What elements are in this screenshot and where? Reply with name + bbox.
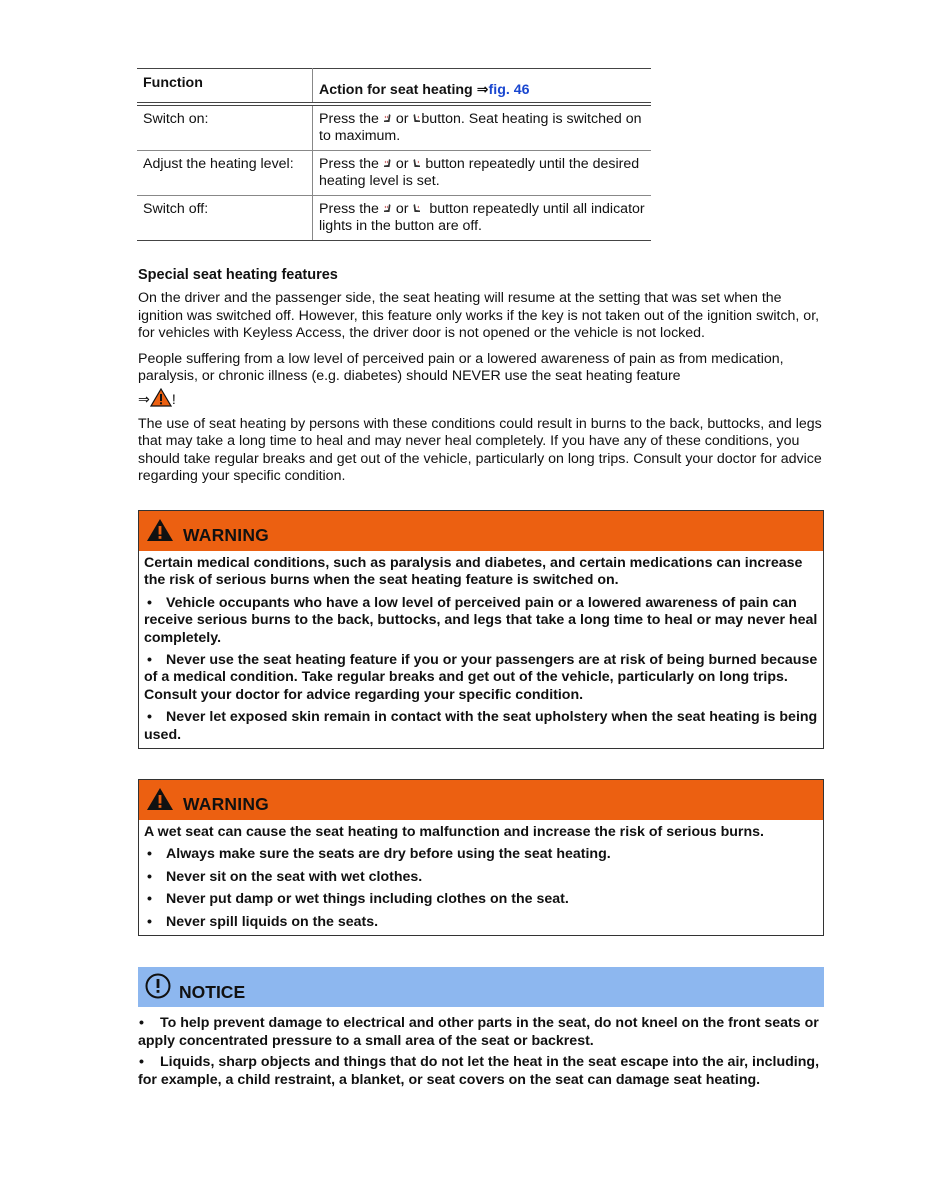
- table-row: [137, 196, 651, 241]
- list-item-text: Never sit on the seat with wet clothes.: [166, 868, 423, 885]
- bullet: •: [139, 1054, 144, 1071]
- warning-triangle-icon: [150, 388, 172, 407]
- bullet: •: [147, 913, 152, 930]
- list-item: [138, 1054, 824, 1089]
- bullet: •: [147, 651, 152, 668]
- warning-triangle-icon: [145, 517, 175, 543]
- bullet: •: [139, 1015, 144, 1032]
- passenger-seat-heating-icon: [412, 158, 421, 169]
- action-text: Press the: [319, 111, 379, 127]
- bullet: •: [147, 709, 152, 726]
- list-item-text: Never spill liquids on the seats.: [166, 913, 379, 930]
- bullet: •: [147, 846, 152, 863]
- action-text: Press the: [319, 201, 379, 217]
- action-cell: [313, 151, 652, 196]
- driver-seat-heating-icon: [383, 113, 392, 124]
- warning-triangle-icon: [145, 786, 175, 812]
- action-text: or: [395, 201, 409, 217]
- list-item-text: To help prevent damage to electrical and other parts in the seat, do not kneel on the front seats or apply concentrated pressure to a small area of the seat or backrest.: [138, 1015, 819, 1049]
- list-item: [144, 709, 818, 744]
- notice-header: [138, 967, 824, 1007]
- warning-box: [138, 779, 824, 936]
- list-item-text: Never use the seat heating feature if you or your passengers are at risk of being burned because of a medical condition. Take regular breaks and get out of the vehicle, particularly on long trips. Consult your doctor for advice regarding your specific condition.: [144, 651, 818, 703]
- passenger-seat-heating-icon: [412, 203, 421, 214]
- action-text: button repeatedly until all indicator lights in the button are off.: [319, 201, 645, 234]
- exclamation-text: !: [171, 391, 176, 408]
- table-row: [137, 104, 651, 151]
- header-function: Function: [137, 69, 313, 105]
- bullet: •: [147, 868, 152, 885]
- driver-seat-heating-icon: [383, 203, 392, 214]
- notice-body: [138, 1007, 824, 1089]
- action-text: or: [395, 111, 409, 127]
- list-item: [138, 1015, 824, 1050]
- warning-intro: Certain medical conditions, such as paralysis and diabetes, and certain medications can increase the risk of serious burns when the seat heating feature is switched on.: [144, 554, 803, 589]
- list-item: [144, 595, 818, 647]
- table-row: [137, 151, 651, 196]
- list-item-text: Vehicle occupants who have a low level of perceived pain or a lowered awareness of pain can receive serious burns to the back, buttocks, and legs that take a long time to heal or may never heal completely.: [144, 594, 818, 646]
- action-text: Press the: [319, 156, 379, 172]
- warning-reference[interactable]: [138, 388, 824, 410]
- action-cell: [313, 196, 652, 241]
- manual-page: [138, 68, 824, 1093]
- list-item-text: Never put damp or wet things including clothes on the seat.: [166, 891, 569, 908]
- notice-circle-icon: [144, 972, 172, 1000]
- list-item: [144, 652, 818, 704]
- action-text: button. Seat heating is switched on to maximum.: [319, 111, 642, 144]
- list-item: [144, 869, 818, 886]
- action-text: or: [395, 156, 409, 172]
- action-text: button repeatedly until the desired heating level is set.: [319, 156, 640, 189]
- header-action: [313, 69, 652, 105]
- warning-title: WARNING: [183, 524, 269, 545]
- list-item-text: Always make sure the seats are dry before using the seat heating.: [166, 846, 611, 863]
- paragraph: [138, 351, 824, 386]
- warning-header: [139, 511, 823, 551]
- function-cell: Adjust the heating level:: [137, 151, 313, 196]
- action-cell: [313, 104, 652, 151]
- warning-box: [138, 510, 824, 749]
- warning-body: [139, 820, 823, 935]
- arrow-icon: ⇒: [138, 391, 150, 408]
- list-item: [144, 891, 818, 908]
- section-heading: Special seat heating features: [138, 267, 338, 283]
- paragraph: On the driver and the passenger side, the seat heating will resume at the setting that was set when the ignition was switched off. However, this feature only works if the key is not taken out of the ignition switch, or, for vehicles with Keyless Access, the driver door is not opened or the vehicle is not locked.: [138, 290, 820, 342]
- driver-seat-heating-icon: [383, 158, 392, 169]
- seat-heating-table: [137, 68, 651, 241]
- paragraph: The use of seat heating by persons with these conditions could result in burns to the back, buttocks, and legs that may take a long time to heal and may never heal completely. If you have any of these conditions, you should take regular breaks and get out of the vehicle, particularly on long trips. Consult your doctor for advice regarding your specific condition.: [138, 415, 822, 485]
- function-cell: Switch off:: [137, 196, 313, 241]
- paragraph-text: People suffering from a low level of perceived pain or a lowered awareness of pain as from medication, paralysis, or chronic illness (e.g. diabetes) should NEVER use the seat heating feature: [138, 350, 784, 385]
- warning-title: WARNING: [183, 794, 269, 814]
- list-item: [144, 846, 818, 863]
- header-action-label: Action for seat heating ⇒: [319, 82, 489, 98]
- list-item-text: Never let exposed skin remain in contact with the seat upholstery when the seat heating is being used.: [144, 709, 818, 743]
- warning-intro: A wet seat can cause the seat heating to malfunction and increase the risk of serious burns.: [144, 824, 764, 840]
- bullet: •: [147, 891, 152, 908]
- list-item: [144, 914, 818, 931]
- function-cell: Switch on:: [137, 104, 313, 151]
- warning-body: [139, 551, 823, 748]
- warning-header: [139, 780, 823, 820]
- figure-reference-link[interactable]: fig. 46: [488, 82, 530, 98]
- bullet: •: [147, 594, 152, 611]
- notice-title: NOTICE: [179, 982, 246, 1003]
- table-header-row: [137, 69, 651, 105]
- list-item-text: Liquids, sharp objects and things that do not let the heat in the seat escape into the air, including, for example, a child restraint, a blanket, or seat covers on the seat can damage seat heating.: [138, 1054, 820, 1088]
